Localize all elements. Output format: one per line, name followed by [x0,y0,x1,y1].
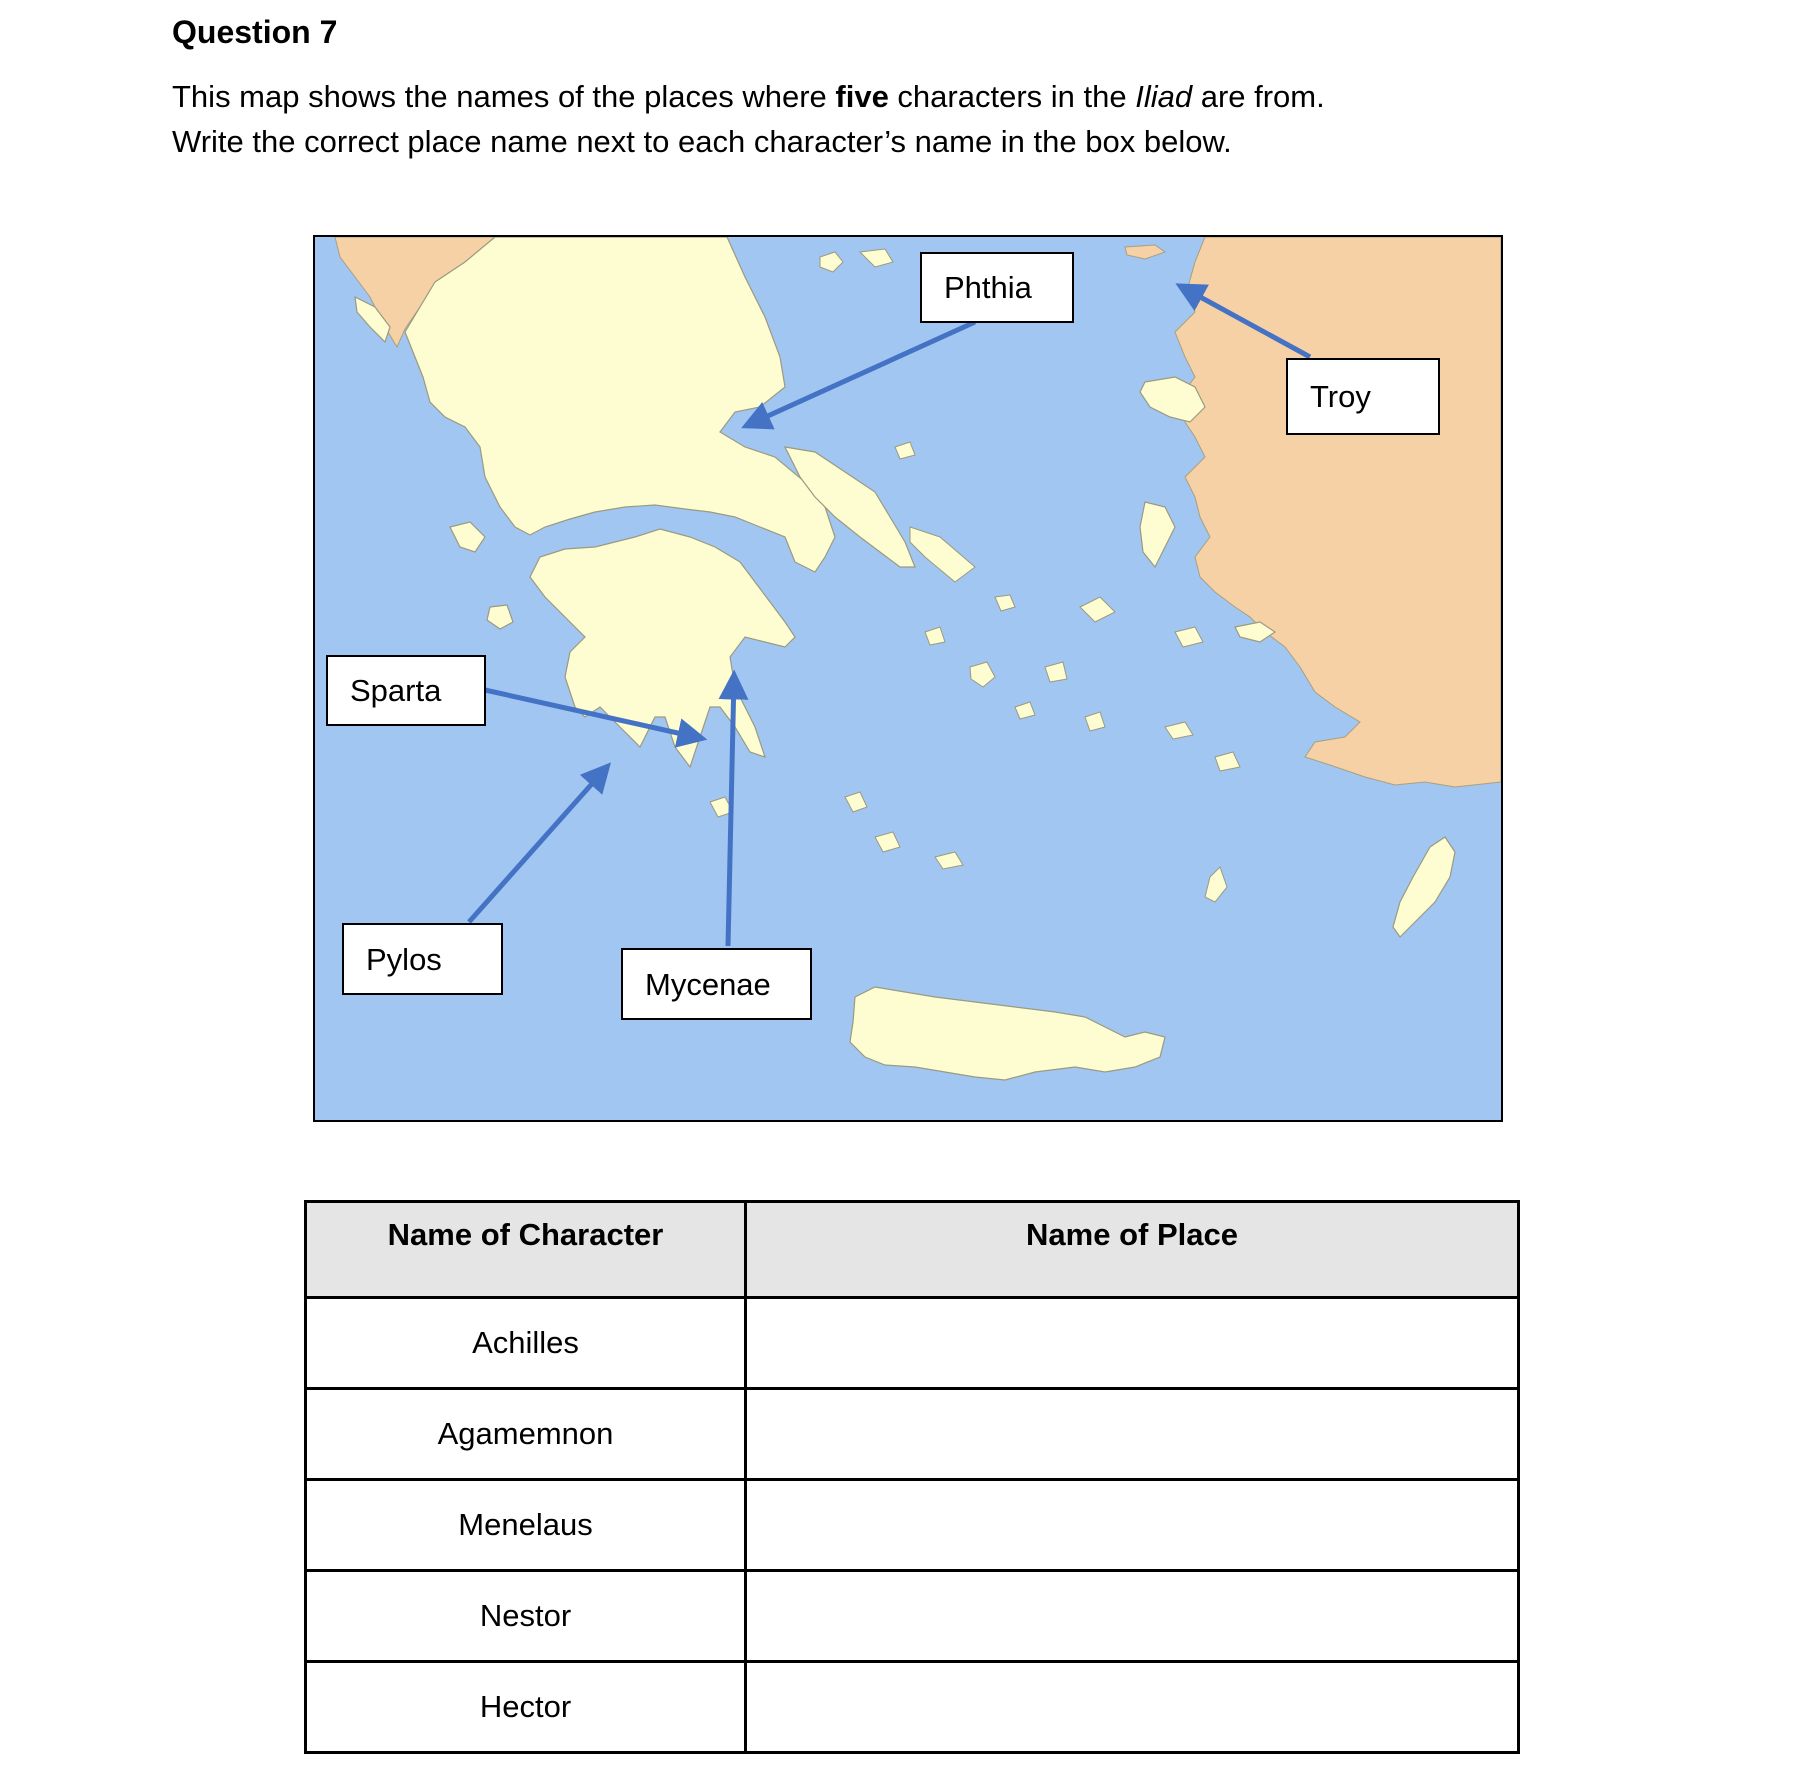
character-name: Menelaus [306,1480,746,1571]
place-answer-cell[interactable] [746,1389,1519,1480]
label-sparta: Sparta [326,655,486,726]
arrow-pylos [469,768,606,922]
table-row [306,1298,1519,1389]
character-name: Achilles [306,1298,746,1389]
crete-island [850,987,1165,1080]
table-header-row [306,1202,1519,1298]
table-row [306,1662,1519,1753]
label-mycenae: Mycenae [621,948,812,1020]
place-answer-cell[interactable] [746,1662,1519,1753]
instruction-line-2: Write the correct place name next to each character’s name in the box below. [172,124,1232,159]
answer-table [304,1200,1520,1754]
character-name: Hector [306,1662,746,1753]
rhodes-island [1393,837,1455,937]
character-name: Nestor [306,1571,746,1662]
small-foreign-island [1125,245,1165,259]
header-place: Name of Place [746,1202,1519,1298]
kefalonia-island [450,522,485,552]
instruction-line-1: This map shows the names of the places where five characters in the Iliad are from. [172,79,1325,114]
place-answer-cell[interactable] [746,1298,1519,1389]
label-pylos: Pylos [342,923,503,995]
label-troy: Troy [1286,358,1440,435]
header-character: Name of Character [306,1202,746,1298]
chios-island [1140,502,1175,567]
character-name: Agamemnon [306,1389,746,1480]
zakynthos-island [487,605,513,629]
label-phthia: Phthia [920,252,1074,323]
anatolia-land [1175,237,1501,787]
small-islands [710,249,1240,902]
place-answer-cell[interactable] [746,1480,1519,1571]
question-instructions [172,74,1325,164]
place-answer-cell[interactable] [746,1571,1519,1662]
table-row [306,1571,1519,1662]
table-row [306,1389,1519,1480]
aegean-map [313,235,1503,1122]
question-title: Question 7 [172,14,338,50]
table-row [306,1480,1519,1571]
